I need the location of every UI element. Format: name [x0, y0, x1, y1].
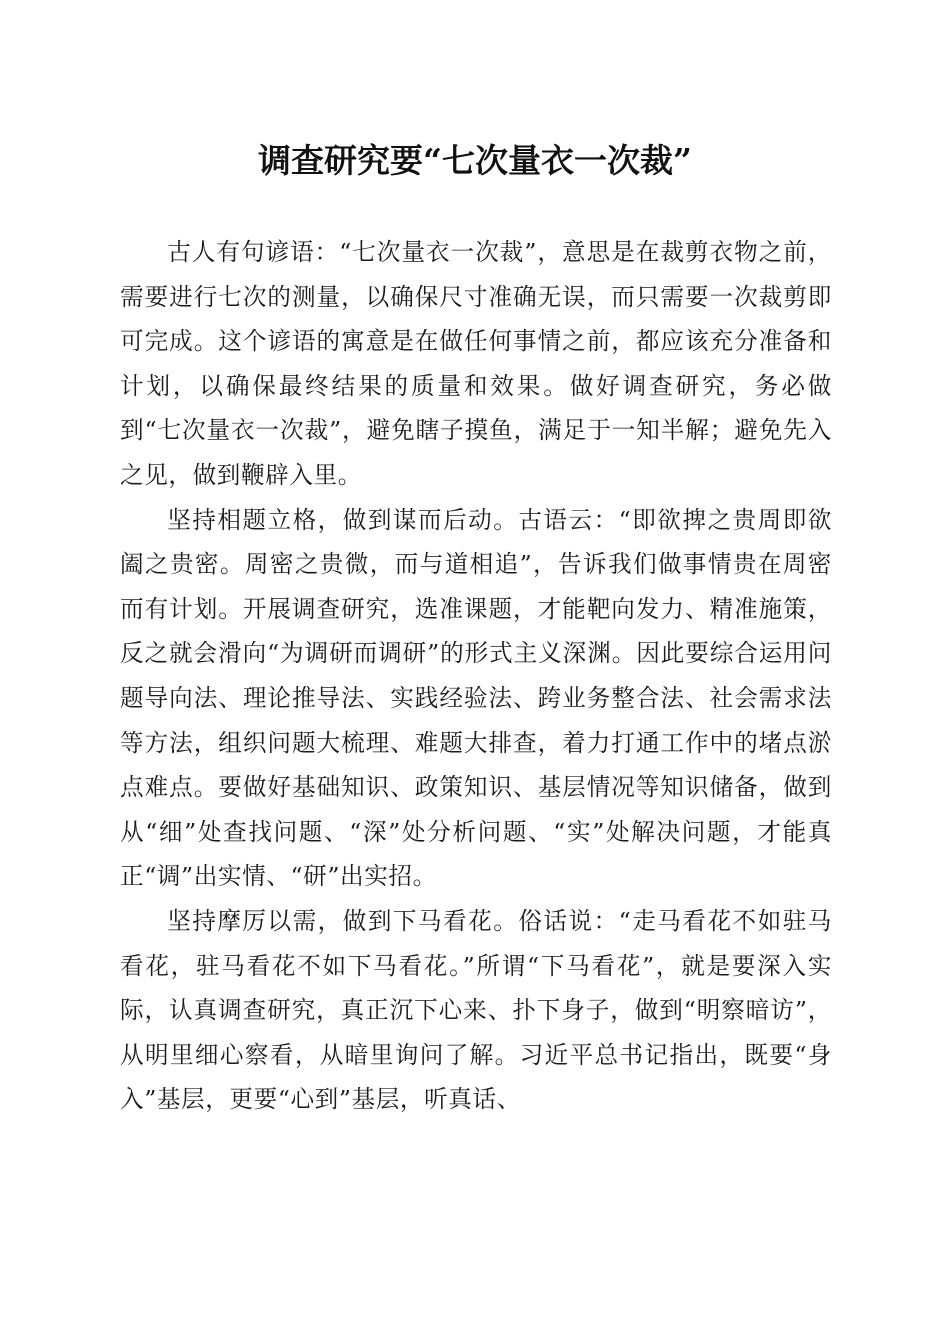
document-body: [120, 230, 832, 1122]
paragraph-2: 坚持相题立格，做到谋而后动。古语云：“即欲捭之贵周即欲阖之贵密。周密之贵微，而与道相追”，告诉我们做事情贵在周密而有计划。开展调查研究，选准课题，才能靶向发力、精准施策，反之就会滑向“为调研而调研”的形式主义深渊。因此要综合运用问题导向法、理论推导法、实践经验法、跨业务整合法、社会需求法等方法，组织问题大梳理、难题大排查，着力打通工作中的堵点淤点难点。要做好基础知识、政策知识、基层情况等知识储备，做到从“细”处查找问题、“深”处分析问题、“实”处解决问题，才能真正“调”出实情、“研”出实招。: [120, 505, 832, 891]
paragraph-1: 古人有句谚语：“七次量衣一次裁”，意思是在裁剪衣物之前，需要进行七次的测量，以确保尺寸准确无误，而只需要一次裁剪即可完成。这个谚语的寓意是在做任何事情之前，都应该充分准备和计划，以确保最终结果的质量和效果。做好调查研究，务必做到“七次量衣一次裁”，避免瞎子摸鱼，满足于一知半解；避免先入之见，做到鞭辟入里。: [120, 238, 832, 489]
paragraph-3: 坚持摩厉以需，做到下马看花。俗话说：“走马看花不如驻马看花，驻马看花不如下马看花。”所谓“下马看花”，就是要深入实际，认真调查研究，真正沉下心来、扑下身子，做到“明察暗访”，从明里细心察看，从暗里询问了解。习近平总书记指出，既要“身入”基层，更要“心到”基层，听真话、: [120, 906, 832, 1114]
document-title: 调查研究要“七次量衣一次裁”: [258, 141, 692, 180]
